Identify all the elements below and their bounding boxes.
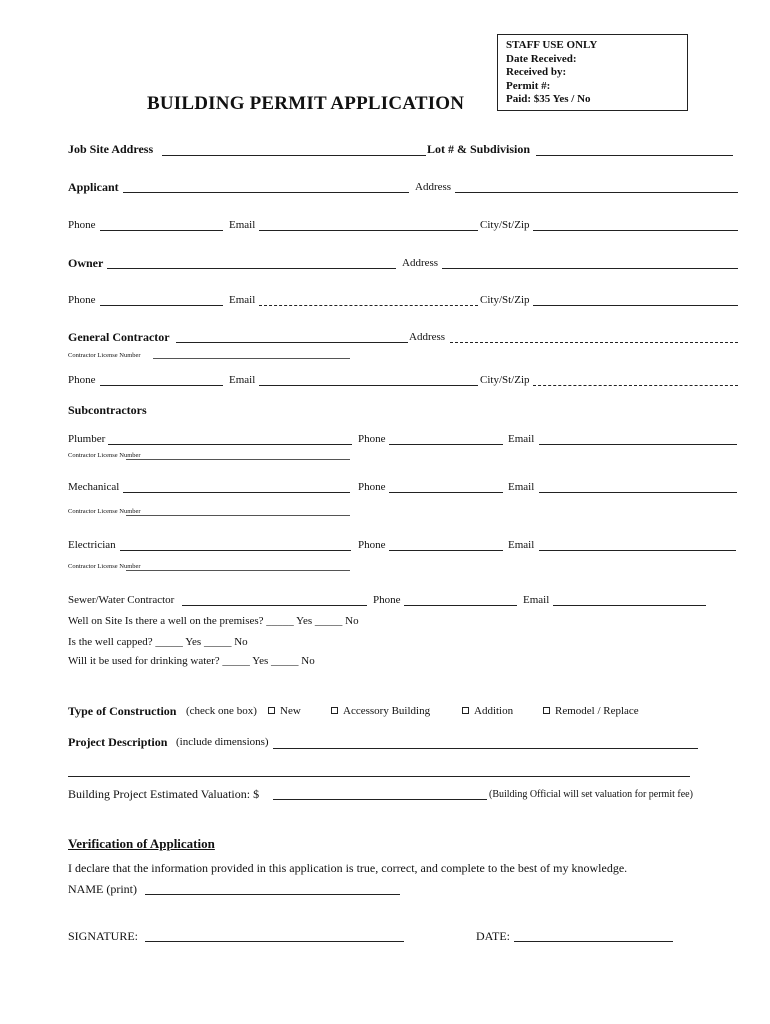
new-option-label: New (280, 705, 301, 717)
owner-phone-label: Phone (68, 294, 96, 306)
sewer-email-field[interactable] (553, 605, 706, 606)
applicant-city-label: City/St/Zip (480, 219, 530, 231)
owner-email-label: Email (229, 294, 256, 306)
mechanical-email-field[interactable] (539, 492, 737, 493)
general-contractor-label: General Contractor (68, 330, 170, 344)
addition-option-label: Addition (474, 705, 514, 717)
electrician-license-label: Contractor License Number (68, 563, 141, 570)
signature-label: SIGNATURE: (68, 929, 139, 943)
mechanical-license-label: Contractor License Number (68, 508, 141, 515)
addition-checkbox[interactable] (462, 707, 469, 714)
gc-address-label: Address (409, 331, 446, 343)
owner-city-label: City/St/Zip (480, 294, 530, 306)
electrician-phone-field[interactable] (389, 550, 503, 551)
permit-number-label: Permit #: (506, 79, 551, 92)
remodel-replace-checkbox[interactable] (543, 707, 550, 714)
construction-type-hint: (check one box) (186, 705, 257, 717)
gc-email-field[interactable] (259, 385, 478, 386)
staff-heading: STAFF USE ONLY (506, 39, 598, 51)
received-by-label: Received by: (506, 66, 567, 78)
plumber-phone-field[interactable] (389, 444, 503, 445)
name-print-label: NAME (print) (68, 882, 137, 896)
sewer-water-field[interactable] (182, 605, 367, 606)
applicant-phone-label: Phone (68, 219, 96, 231)
staff-use-box (497, 34, 688, 111)
project-description-label: Project Description (68, 735, 168, 749)
accessory-building-option-label: Accessory Building (343, 705, 431, 717)
plumber-license-label: Contractor License Number (68, 452, 141, 459)
job-site-address-field[interactable] (162, 155, 426, 156)
drinking-water-question: Will it be used for drinking water? _____ Yes _____ No (68, 655, 315, 667)
gc-phone-field[interactable] (100, 385, 223, 386)
applicant-name-field[interactable] (123, 192, 409, 193)
job-site-address-label: Job Site Address (68, 142, 154, 156)
valuation-label: Building Project Estimated Valuation: $ (68, 787, 260, 801)
owner-name-field[interactable] (107, 268, 396, 269)
owner-address-field[interactable] (442, 268, 738, 269)
applicant-email-field[interactable] (259, 230, 478, 231)
applicant-address-field[interactable] (455, 192, 738, 193)
plumber-email-field[interactable] (539, 444, 737, 445)
verification-heading: Verification of Application (68, 836, 215, 851)
electrician-label: Electrician (68, 539, 116, 551)
sewer-water-label: Sewer/Water Contractor (68, 594, 175, 606)
owner-phone-field[interactable] (100, 305, 223, 306)
owner-label: Owner (68, 256, 104, 270)
subcontractors-heading: Subcontractors (68, 403, 147, 417)
electrician-field[interactable] (120, 550, 351, 551)
gc-email-label: Email (229, 374, 256, 386)
mechanical-phone-label: Phone (358, 481, 386, 493)
applicant-label: Applicant (68, 180, 119, 194)
remodel-replace-option-label: Remodel / Replace (555, 705, 639, 717)
plumber-email-label: Email (508, 433, 535, 445)
new-checkbox[interactable] (268, 707, 275, 714)
mechanical-email-label: Email (508, 481, 535, 493)
plumber-phone-label: Phone (358, 433, 386, 445)
gc-license-label: Contractor License Number (68, 352, 141, 359)
gc-city-label: City/St/Zip (480, 374, 530, 386)
lot-subdivision-field[interactable] (536, 155, 733, 156)
applicant-city-field[interactable] (533, 230, 738, 231)
paid-label: Paid: $35 Yes / No (506, 93, 591, 105)
construction-type-label: Type of Construction (68, 704, 177, 718)
owner-email-field[interactable] (259, 305, 478, 306)
page-title: BUILDING PERMIT APPLICATION (147, 93, 465, 114)
date-received-label: Date Received: (506, 52, 577, 65)
valuation-field[interactable] (273, 799, 487, 800)
declaration-text: I declare that the information provided in this application is true, correct, and complete to the best of my knowledge. (68, 861, 628, 875)
gc-phone-label: Phone (68, 374, 96, 386)
mechanical-license-field[interactable] (126, 515, 350, 516)
date-label: DATE: (476, 929, 510, 943)
general-contractor-field[interactable] (176, 342, 408, 343)
owner-address-label: Address (402, 257, 439, 269)
well-capped-question: Is the well capped? _____ Yes _____ No (68, 636, 248, 648)
sewer-email-label: Email (523, 594, 550, 606)
valuation-note: (Building Official will set valuation for permit fee) (489, 789, 693, 800)
plumber-license-field[interactable] (126, 459, 350, 460)
well-on-premises-question: Well on Site Is there a well on the premises? _____ Yes _____ No (68, 615, 359, 627)
project-description-field-line-2[interactable] (68, 776, 690, 777)
accessory-building-checkbox[interactable] (331, 707, 338, 714)
owner-city-field[interactable] (533, 305, 738, 306)
lot-subdivision-label: Lot # & Subdivision (427, 142, 531, 156)
electrician-email-field[interactable] (539, 550, 736, 551)
date-field[interactable] (514, 941, 673, 942)
electrician-email-label: Email (508, 539, 535, 551)
plumber-label: Plumber (68, 433, 106, 445)
plumber-field[interactable] (108, 444, 352, 445)
applicant-phone-field[interactable] (100, 230, 223, 231)
signature-field[interactable] (145, 941, 404, 942)
electrician-phone-label: Phone (358, 539, 386, 551)
project-description-field[interactable] (273, 748, 698, 749)
sewer-phone-label: Phone (373, 594, 401, 606)
applicant-email-label: Email (229, 219, 256, 231)
gc-city-field[interactable] (533, 385, 738, 386)
project-description-hint: (include dimensions) (176, 736, 269, 748)
sewer-phone-field[interactable] (404, 605, 517, 606)
gc-license-field[interactable] (153, 358, 350, 359)
mechanical-field[interactable] (123, 492, 350, 493)
mechanical-label: Mechanical (68, 481, 120, 493)
gc-address-field[interactable] (450, 342, 738, 343)
name-print-field[interactable] (145, 894, 400, 895)
mechanical-phone-field[interactable] (389, 492, 503, 493)
applicant-address-label: Address (415, 181, 452, 193)
electrician-license-field[interactable] (126, 570, 350, 571)
